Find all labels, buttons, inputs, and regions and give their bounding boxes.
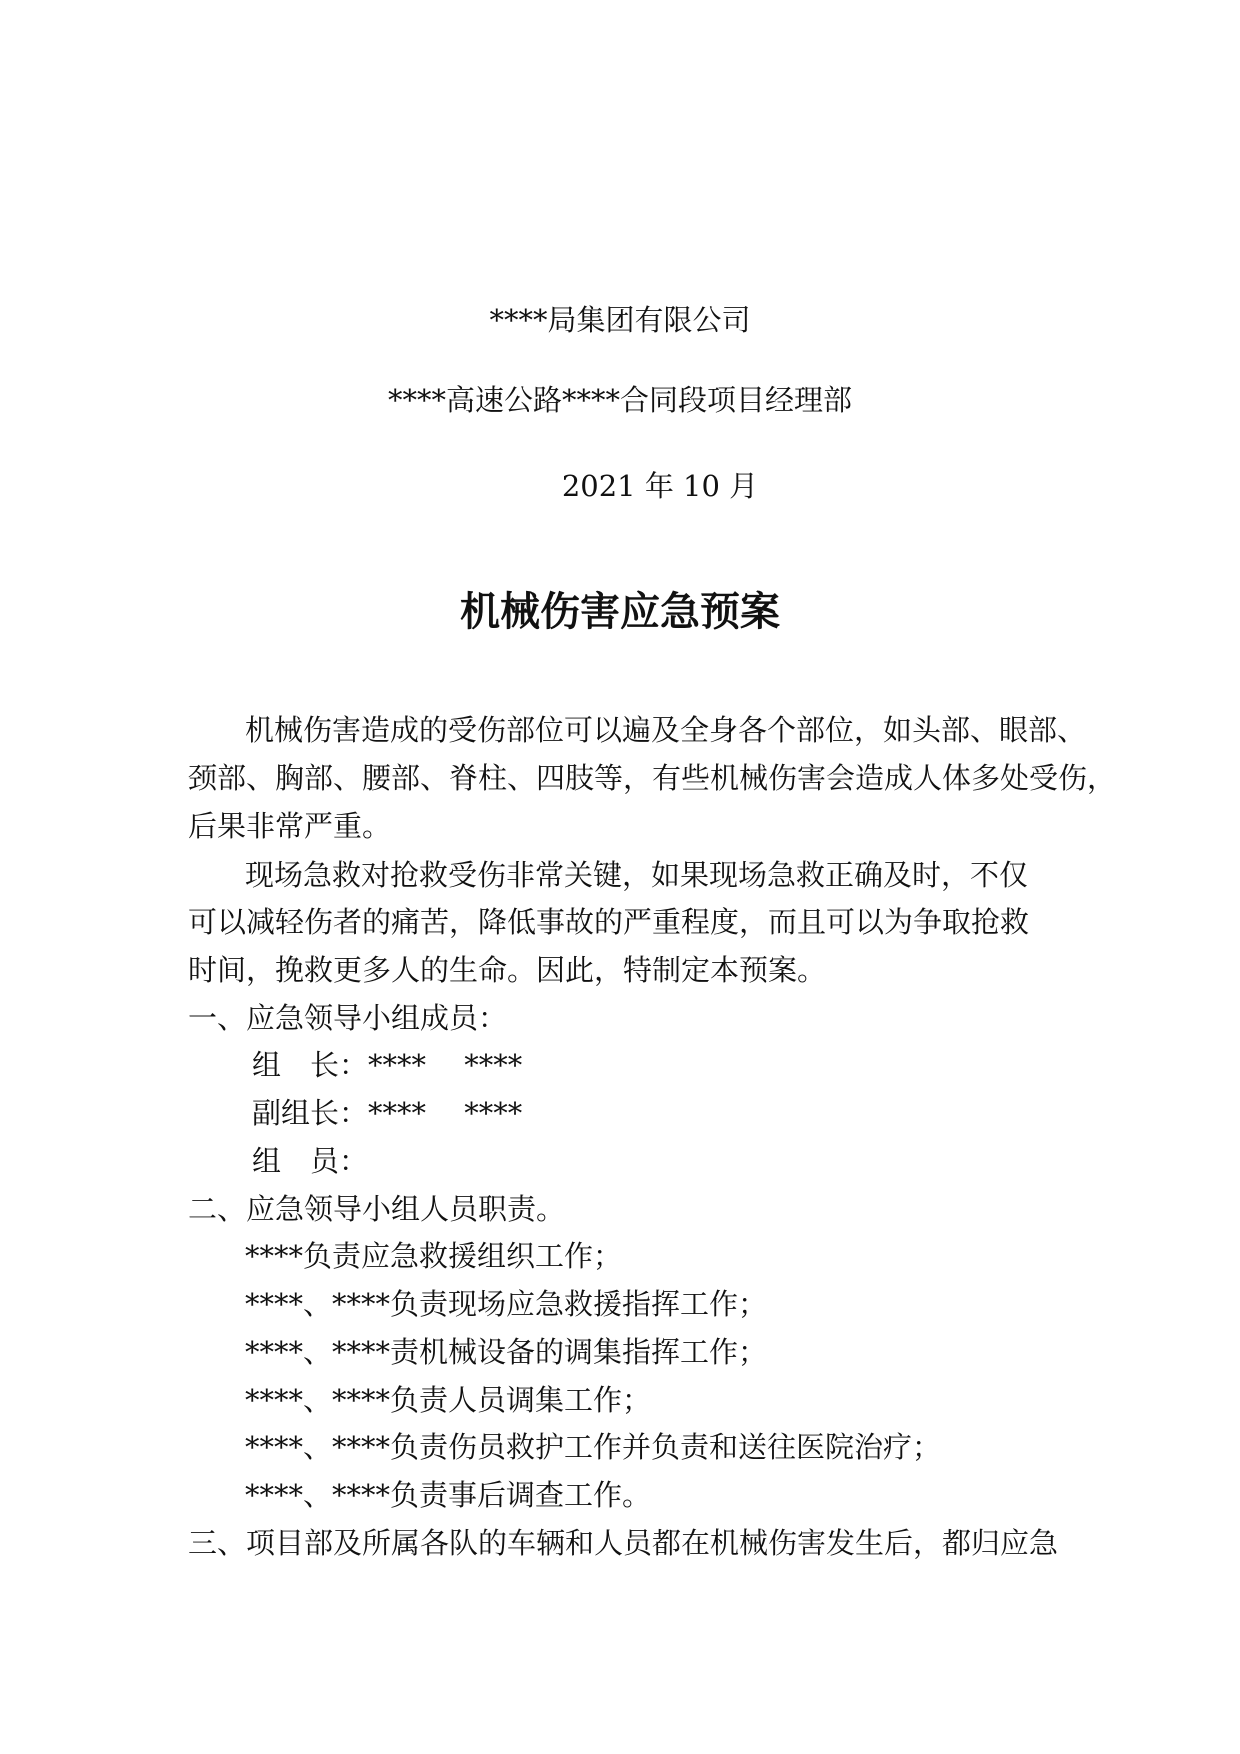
paragraph-line: 颈部、胸部、腰部、脊柱、四肢等，有些机械伤害会造成人体多处受伤，: [188, 761, 1117, 795]
member-deputy-leader: 副组长：**** ****: [252, 1096, 523, 1130]
duty-item: ****、****负责伤员救护工作并负责和送往医院治疗；: [245, 1430, 942, 1464]
duty-item: ****、****负责现场应急救援指挥工作；: [245, 1287, 768, 1321]
member-leader: 组 长：**** ****: [252, 1048, 523, 1082]
section-heading: 三、项目部及所属各队的车辆和人员都在机械伤害发生后，都归应急: [188, 1526, 1059, 1560]
duty-item: ****、****负责事后调查工作。: [245, 1478, 652, 1512]
paragraph-line: 可以减轻伤者的痛苦，降低事故的严重程度，而且可以为争取抢救: [188, 905, 1030, 939]
member-members: 组 员：: [252, 1144, 369, 1178]
section-heading: 二、应急领导小组人员职责。: [188, 1192, 566, 1226]
paragraph-line: 后果非常严重。: [188, 809, 392, 843]
company-name: ****局集团有限公司: [489, 303, 751, 337]
paragraph-line: 时间，挽救更多人的生命。因此，特制定本预案。: [188, 953, 827, 987]
paragraph-line: 机械伤害造成的受伤部位可以遍及全身各个部位，如头部、眼部、: [245, 713, 1087, 747]
duty-item: ****负责应急救援组织工作；: [245, 1239, 623, 1273]
duty-item: ****、****责机械设备的调集指挥工作；: [245, 1335, 768, 1369]
document-date: 2021 年 10 月: [561, 469, 759, 503]
section-heading: 一、应急领导小组成员：: [188, 1001, 508, 1035]
project-department: ****高速公路****合同段项目经理部: [387, 383, 852, 417]
paragraph-line: 现场急救对抢救受伤非常关键，如果现场急救正确及时，不仅: [245, 858, 1029, 892]
duty-item: ****、****负责人员调集工作；: [245, 1383, 652, 1417]
document-title: 机械伤害应急预案: [460, 588, 780, 635]
